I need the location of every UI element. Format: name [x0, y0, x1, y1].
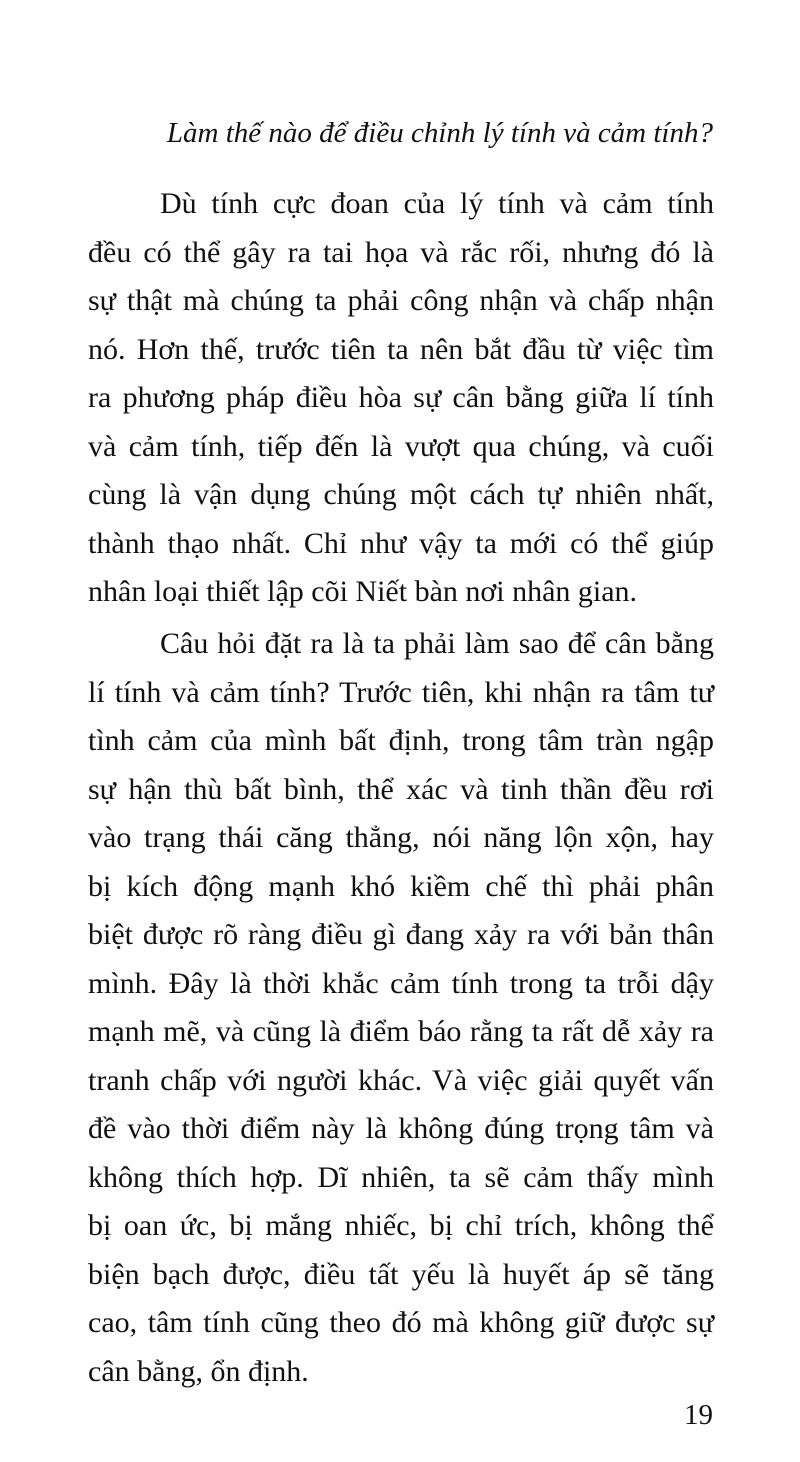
paragraph-2: [88, 620, 714, 1396]
text-line: tình cảm của mình bất định, trong tâm tràn ngập: [88, 724, 714, 757]
text-line: Câu hỏi đặt ra là ta phải làm sao để cân bằng: [160, 627, 714, 660]
text-line: sự thật mà chúng ta phải công nhận và chấp nhận: [88, 284, 714, 317]
text-line: biện bạch được, điều tất yếu là huyết áp sẽ tăng: [88, 1257, 714, 1291]
text-line: bị kích động mạnh khó kiềm chế thì phải phân: [88, 869, 714, 903]
text-line: Dù tính cực đoan của lý tính và cảm tính: [160, 187, 714, 220]
page-number: 19: [684, 1399, 713, 1431]
text-line: và cảm tính, tiếp đến là vượt qua chúng, và cuối: [88, 429, 714, 463]
text-line: biệt được rõ ràng điều gì đang xảy ra với bản thân: [88, 918, 714, 951]
text-line: sự hận thù bất bình, thể xác và tinh thần đều rơi: [88, 772, 714, 806]
text-line: bị oan ức, bị mắng nhiếc, bị chỉ trích, không thể: [88, 1209, 714, 1242]
text-line: mạnh mẽ, và cũng là điểm báo rằng ta rất dễ xảy ra: [88, 1015, 714, 1048]
text-line: cao, tâm tính cũng theo đó mà không giữ được sự: [88, 1306, 714, 1339]
text-line: ra phương pháp điều hòa sự cân bằng giữa lí tính: [88, 381, 714, 414]
text-line: tranh chấp với người khác. Và việc giải quyết vấn: [88, 1063, 714, 1097]
text-line: không thích hợp. Dĩ nhiên, ta sẽ cảm thấy mình: [88, 1160, 714, 1194]
text-line: đề vào thời điểm này là không đúng trọng tâm và: [88, 1112, 714, 1145]
text-line: cân bằng, ổn định.: [88, 1354, 309, 1388]
paragraph-1: [88, 180, 714, 617]
text-line: lí tính và cảm tính? Trước tiên, khi nhận ra tâm tư: [88, 675, 714, 709]
text-line: vào trạng thái căng thẳng, nói năng lộn xộn, hay: [88, 821, 714, 854]
text-line: mình. Đây là thời khắc cảm tính trong ta trỗi dậy: [88, 966, 714, 1000]
section-heading: Làm thế nào để điều chỉnh lý tính và cảm tính?: [166, 117, 713, 149]
text-line: thành thạo nhất. Chỉ như vậy ta mới có thể giúp: [88, 526, 714, 560]
text-line: đều có thể gây ra tai họa và rắc rối, nhưng đó là: [88, 235, 714, 269]
text-line: nó. Hơn thế, trước tiên ta nên bắt đầu từ việc tìm: [88, 332, 714, 366]
text-line: cùng là vận dụng chúng một cách tự nhiên nhất,: [88, 478, 714, 511]
text-line: nhân loại thiết lập cõi Niết bàn nơi nhân gian.: [88, 575, 638, 608]
